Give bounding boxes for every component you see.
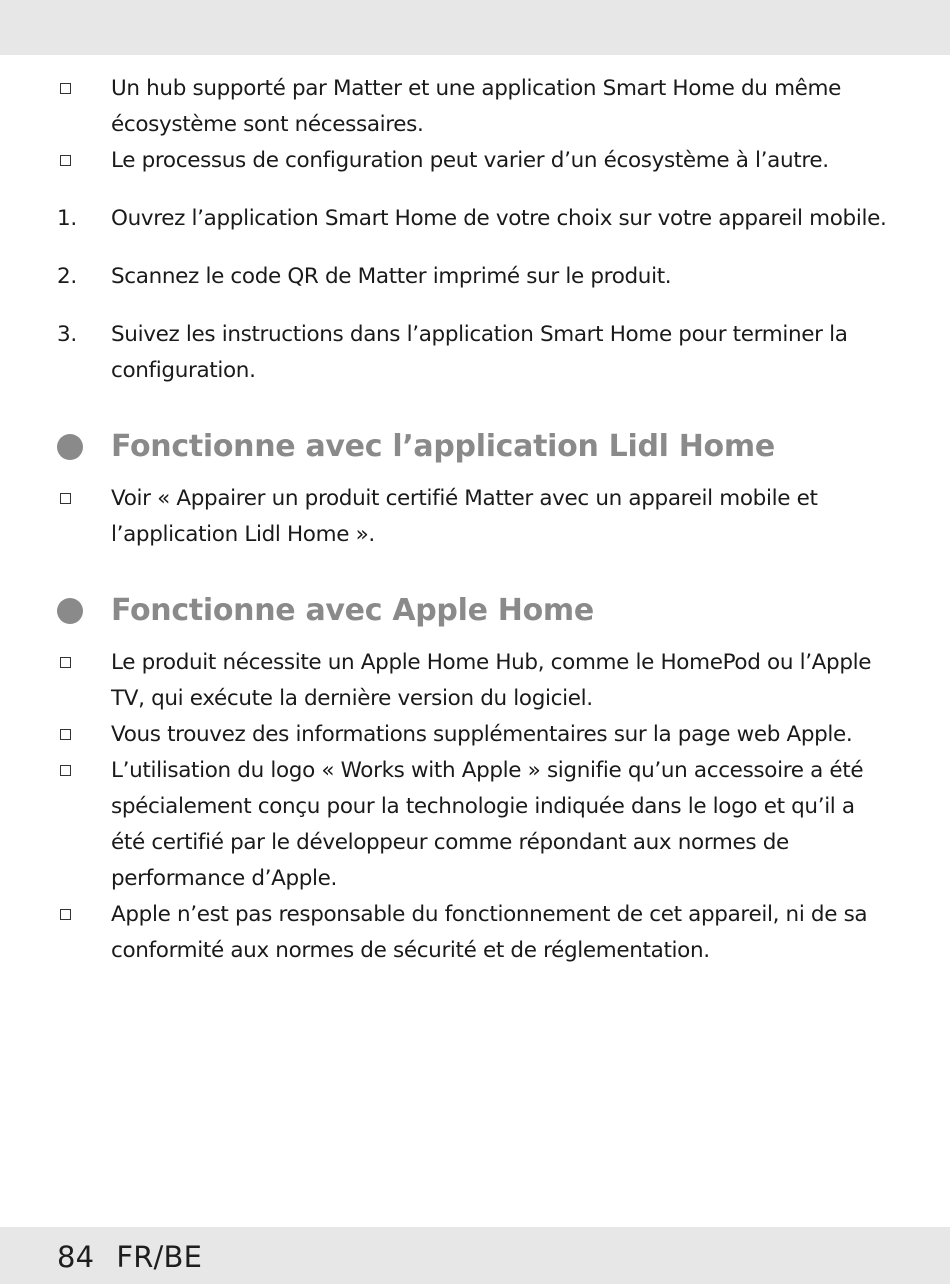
bullet-item: [0, 717, 950, 753]
bullet-item: [0, 481, 950, 553]
checkbox-bullet-icon: [60, 83, 71, 94]
locale-label: FR/BE: [116, 1240, 203, 1274]
step-text: Scannez le code QR de Matter imprimé sur le produit.: [111, 264, 672, 289]
bullet-item: [0, 71, 950, 143]
bullet-text: Vous trouvez des informations supplémentaires sur la page web Apple.: [111, 722, 853, 747]
bullet-item: [0, 753, 950, 897]
bullet-text: Voir « Appairer un produit certifié Matter avec un appareil mobile et l’application Lidl Home ».: [111, 486, 818, 547]
section-heading-apple: [0, 589, 950, 633]
checkbox-bullet-icon: [60, 493, 71, 504]
step-text: Ouvrez l’application Smart Home de votre choix sur votre appareil mobile.: [111, 206, 887, 231]
bullet-item: [0, 143, 950, 179]
checkbox-bullet-icon: [60, 155, 71, 166]
bullet-text: Le produit nécessite un Apple Home Hub, comme le HomePod ou l’Apple TV, qui exécute la dernière version du logiciel.: [111, 650, 872, 711]
step-item: [0, 259, 950, 295]
section-heading-lidl: [0, 425, 950, 469]
section-heading-text: Fonctionne avec Apple Home: [111, 593, 594, 628]
page-footer: [57, 1237, 202, 1277]
bullet-text: Apple n’est pas responsable du fonctionnement de cet appareil, ni de sa conformité aux normes de sécurité et de réglementation.: [111, 902, 868, 963]
step-number: 1.: [57, 206, 77, 231]
bullet-text: Un hub supporté par Matter et une application Smart Home du même écosystème sont nécessaires.: [111, 76, 842, 137]
circle-bullet-icon: [57, 598, 83, 624]
step-item: [0, 201, 950, 237]
bullet-item: [0, 897, 950, 969]
page-content: [0, 71, 950, 969]
circle-bullet-icon: [57, 434, 83, 460]
checkbox-bullet-icon: [60, 657, 71, 668]
bullet-text: L’utilisation du logo « Works with Apple » signifie qu’un accessoire a été spécialement conçu pour la technologie indiquée dans le logo et qu’il a été certifié par le développeur comme répondant aux normes de performance d’Apple.: [111, 758, 864, 891]
step-number: 3.: [57, 322, 77, 347]
step-number: 2.: [57, 264, 77, 289]
checkbox-bullet-icon: [60, 729, 71, 740]
bullet-text: Le processus de configuration peut varier d’un écosystème à l’autre.: [111, 148, 829, 173]
checkbox-bullet-icon: [60, 909, 71, 920]
bullet-item: [0, 645, 950, 717]
section-heading-text: Fonctionne avec l’application Lidl Home: [111, 429, 775, 464]
step-item: [0, 317, 950, 389]
page-number: 84: [57, 1240, 95, 1274]
header-band: [0, 0, 950, 55]
checkbox-bullet-icon: [60, 765, 71, 776]
step-text: Suivez les instructions dans l’application Smart Home pour terminer la configuration.: [111, 322, 848, 383]
